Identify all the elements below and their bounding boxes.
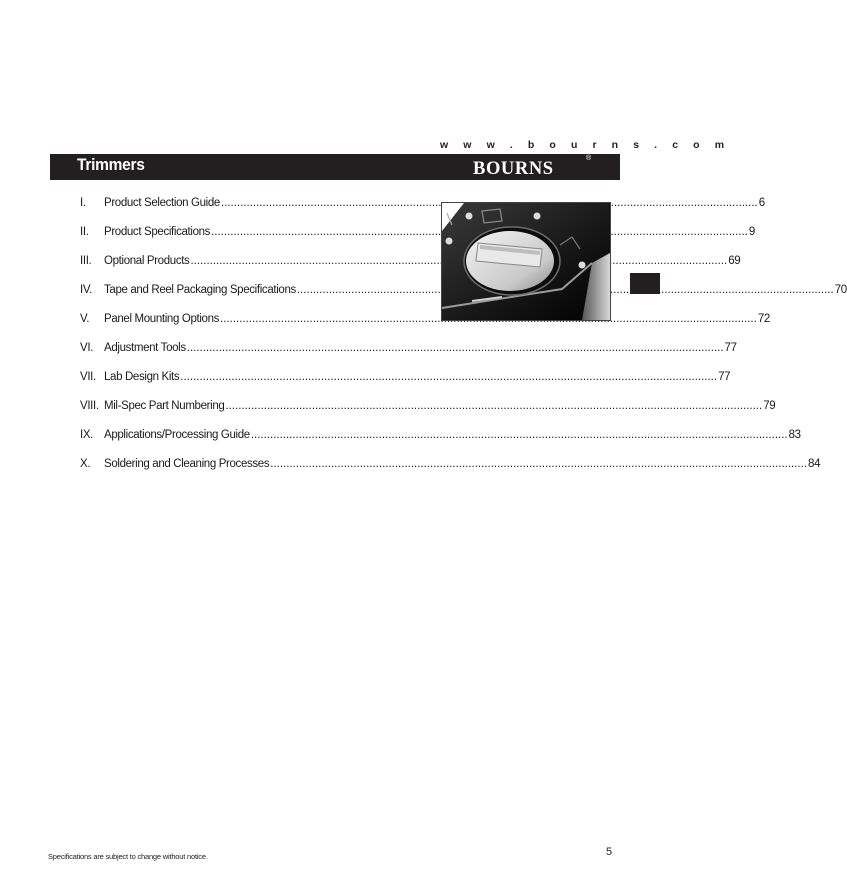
section-title: Trimmers bbox=[77, 156, 145, 174]
toc-entry[interactable] bbox=[80, 284, 847, 313]
toc-number: IV. bbox=[80, 284, 92, 296]
toc-title: Applications/Processing Guide bbox=[104, 429, 250, 441]
toc-page: 83 bbox=[788, 429, 801, 441]
toc-leader bbox=[225, 400, 762, 412]
toc-title: Adjustment Tools bbox=[104, 342, 186, 354]
page-number: 5 bbox=[606, 846, 613, 858]
toc-page: 70 bbox=[834, 284, 847, 296]
trimmer-illustration bbox=[442, 203, 610, 320]
toc-leader bbox=[270, 458, 807, 470]
toc-title: Product Selection Guide bbox=[104, 197, 220, 209]
toc-entry[interactable] bbox=[80, 197, 765, 226]
toc-title: Soldering and Cleaning Processes bbox=[104, 458, 270, 470]
toc-entry[interactable] bbox=[80, 371, 731, 400]
toc-page: 6 bbox=[758, 197, 765, 209]
toc-entry[interactable] bbox=[80, 255, 741, 284]
toc-title: Optional Products bbox=[104, 255, 190, 267]
toc-title: Product Specifications bbox=[104, 226, 211, 238]
toc-entry[interactable] bbox=[80, 342, 737, 371]
footer-note: Specifications are subject to change without notice. bbox=[48, 852, 208, 861]
toc-entry[interactable] bbox=[80, 429, 801, 458]
toc-entry[interactable] bbox=[80, 313, 770, 342]
toc-page: 84 bbox=[808, 458, 821, 470]
toc-number: VII. bbox=[80, 371, 96, 383]
toc-title: Lab Design Kits bbox=[104, 371, 180, 383]
toc-number: IX. bbox=[80, 429, 94, 441]
toc-title: Mil-Spec Part Numbering bbox=[104, 400, 225, 412]
toc-title: Tape and Reel Packaging Specifications bbox=[104, 284, 296, 296]
toc-title: Panel Mounting Options bbox=[104, 313, 220, 325]
toc-number: III. bbox=[80, 255, 92, 267]
table-of-contents bbox=[80, 197, 847, 487]
toc-page: 79 bbox=[763, 400, 776, 412]
toc-number: X. bbox=[80, 458, 91, 470]
toc-page: 72 bbox=[757, 313, 770, 325]
toc-leader bbox=[251, 429, 788, 441]
toc-number: I. bbox=[80, 197, 86, 209]
toc-page: 69 bbox=[728, 255, 741, 267]
toc-number: V. bbox=[80, 313, 90, 325]
toc-page: 77 bbox=[724, 342, 737, 354]
toc-entry[interactable] bbox=[80, 458, 821, 487]
toc-entry[interactable] bbox=[80, 226, 755, 255]
toc-number: VI. bbox=[80, 342, 94, 354]
toc-leader bbox=[187, 342, 724, 354]
registered-mark: ® bbox=[586, 155, 592, 162]
bourns-logo bbox=[473, 155, 593, 180]
toc-number: II. bbox=[80, 226, 89, 238]
toc-entry[interactable] bbox=[80, 400, 776, 429]
toc-number: VIII. bbox=[80, 400, 99, 412]
logo-text: BOURNS bbox=[473, 159, 554, 179]
toc-page: 77 bbox=[718, 371, 731, 383]
section-header-bar bbox=[50, 154, 620, 180]
toc-page: 9 bbox=[748, 226, 755, 238]
toc-leader bbox=[180, 371, 717, 383]
trimmer-product-photo bbox=[441, 202, 611, 321]
website-url: w w w . b o u r n s . c o m bbox=[440, 139, 731, 151]
section-side-tab bbox=[630, 273, 660, 294]
